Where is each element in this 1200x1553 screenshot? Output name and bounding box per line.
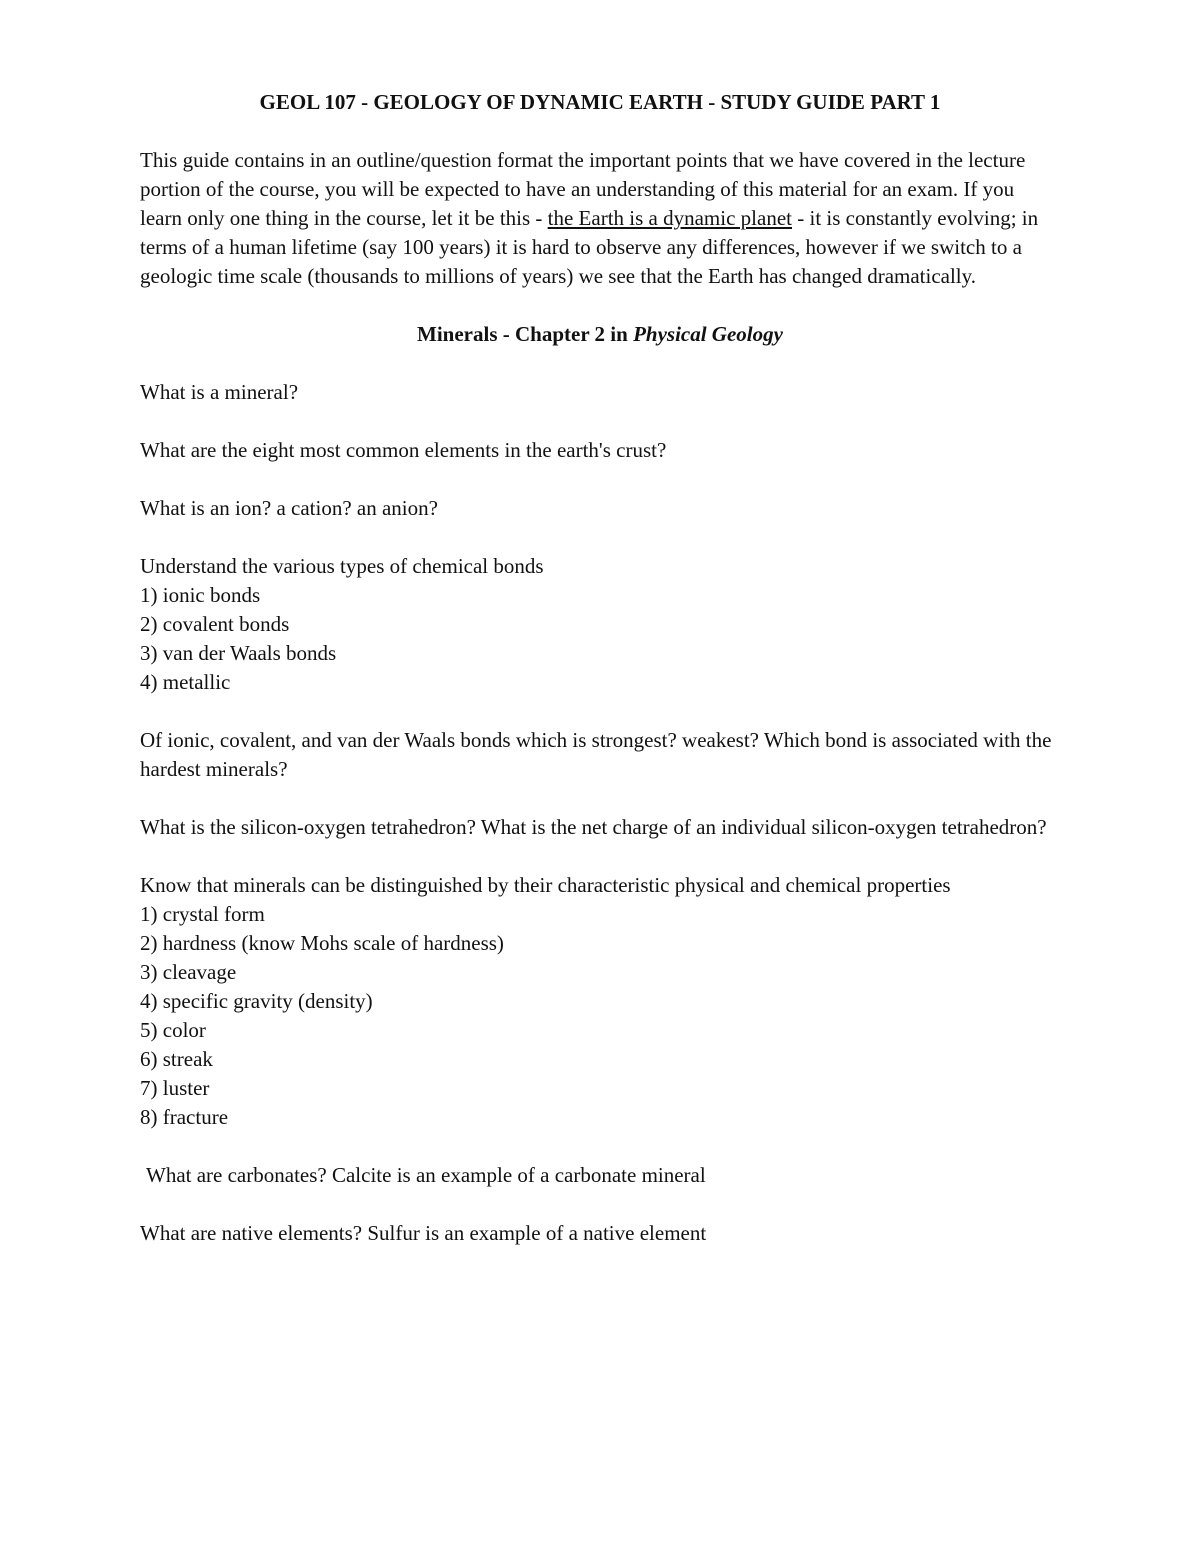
section-heading-book: Physical Geology	[633, 322, 783, 346]
intro-emphasis: the Earth is a dynamic planet	[547, 206, 792, 230]
question-mineral: What is a mineral?	[140, 380, 299, 404]
list-item: 3) van der Waals bonds	[140, 641, 337, 665]
list-item: 1) ionic bonds	[140, 583, 261, 607]
section-heading	[140, 320, 1060, 349]
properties-intro: Know that minerals can be distinguished by their characteristic physical and chemical properties	[140, 873, 951, 897]
list-item: 5) color	[140, 1018, 206, 1042]
bonds-intro: Understand the various types of chemical bonds	[140, 554, 544, 578]
properties-section	[140, 871, 1060, 1132]
intro-text: This guide contains in an outline/question format the important points that we have covered in the lecture portion of the course, you will be expected to have an understanding of this material for an exam. If you learn only one thing in the course, let it be this -	[140, 148, 1026, 230]
bonds-section	[140, 552, 1060, 697]
list-item: 3) cleavage	[140, 960, 237, 984]
list-item: 4) specific gravity (density)	[140, 989, 373, 1013]
question-tetrahedron: What is the silicon-oxygen tetrahedron? What is the net charge of an individual silicon-oxygen tetrahedron?	[140, 815, 1047, 839]
list-item: 1) crystal form	[140, 902, 265, 926]
question-ion: What is an ion? a cation? an anion?	[140, 496, 438, 520]
intro-paragraph	[140, 146, 1060, 291]
document-content	[140, 88, 1060, 1277]
intro-text-continued: - it is constantly evolving; in terms of a human lifetime (say 100 years) it is hard to observe any differences, however if we switch to a geologic time scale (thousands to millions of years) we see that the Earth has changed dramatically.	[140, 206, 1039, 288]
question-native-elements: What are native elements? Sulfur is an example of a native element	[140, 1221, 707, 1245]
question-elements: What are the eight most common elements in the earth's crust?	[140, 438, 667, 462]
document-title: GEOL 107 - GEOLOGY OF DYNAMIC EARTH - STUDY GUIDE PART 1	[259, 90, 941, 114]
list-item: 6) streak	[140, 1047, 213, 1071]
list-item: 8) fracture	[140, 1105, 229, 1129]
section-heading-label: Minerals - Chapter 2 in	[417, 322, 634, 346]
list-item: 7) luster	[140, 1076, 210, 1100]
list-item: 2) hardness (know Mohs scale of hardness)	[140, 931, 504, 955]
question-carbonates: What are carbonates? Calcite is an example of a carbonate mineral	[146, 1163, 706, 1187]
question-bond-strength: Of ionic, covalent, and van der Waals bonds which is strongest? weakest? Which bond is associated with the hardest minerals?	[140, 728, 1052, 781]
list-item: 4) metallic	[140, 670, 231, 694]
list-item: 2) covalent bonds	[140, 612, 290, 636]
